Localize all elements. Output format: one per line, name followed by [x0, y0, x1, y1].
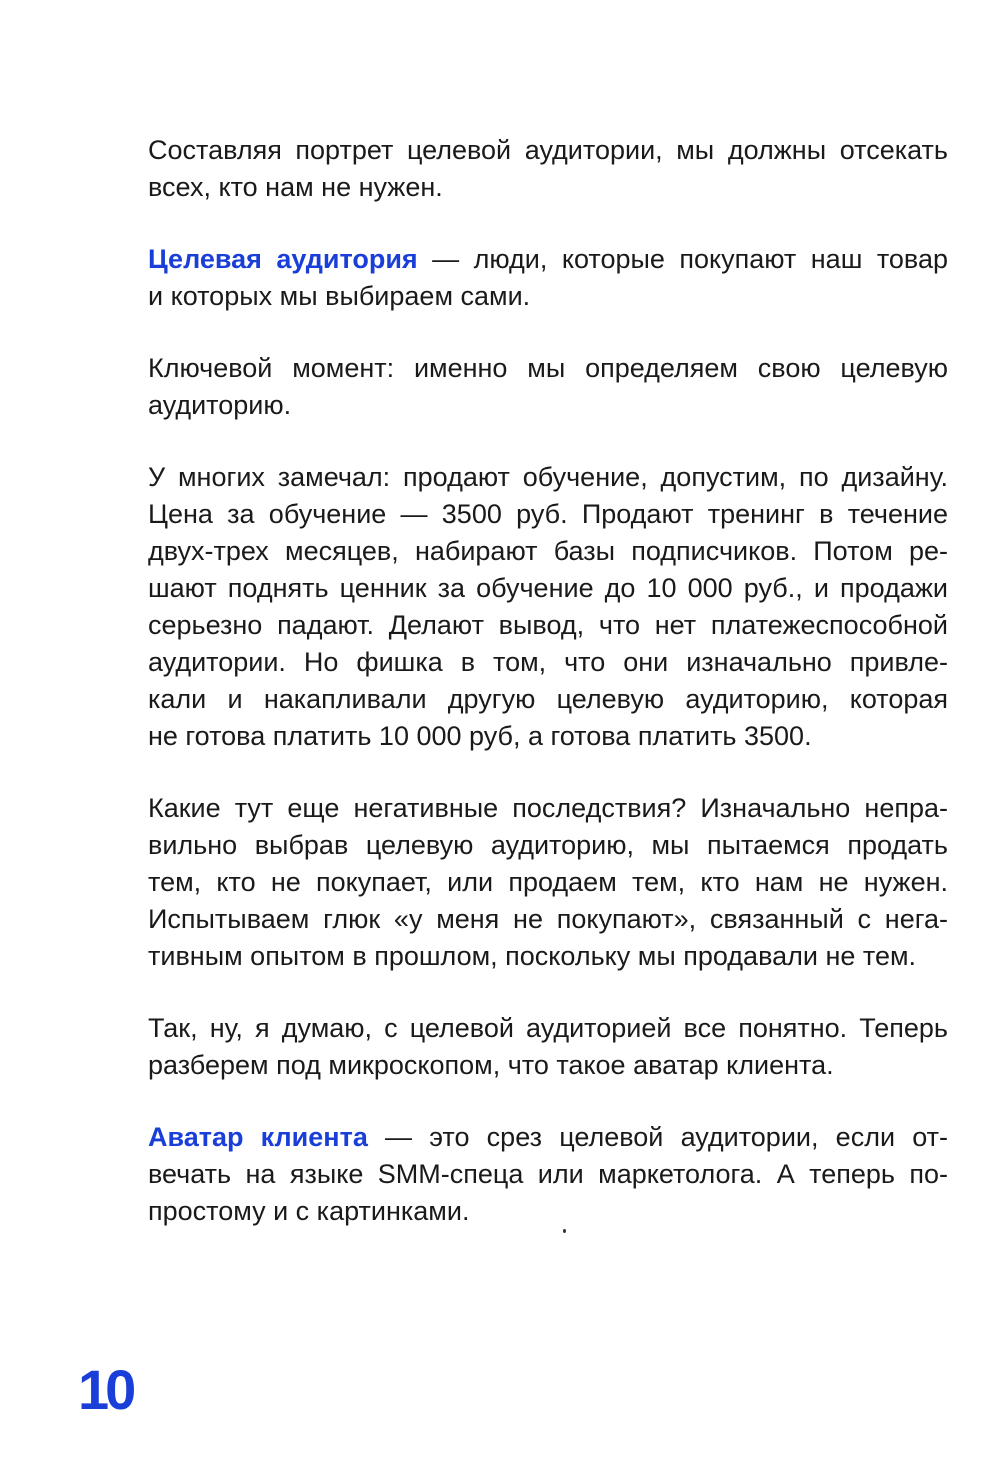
text-line: Цена за обучение — 3500 руб. Продают тренинг в течение — [148, 499, 948, 529]
text-line: вильно выбрав целевую аудиторию, мы пытаемся продать — [148, 830, 948, 860]
text-line: шают поднять ценник за обучение до 10 000 руб., и продажи — [148, 573, 948, 603]
paragraph-6 — [148, 1010, 948, 1084]
text-line: вечать на языке SMM-спеца или маркетолога. А теперь по- — [148, 1159, 948, 1189]
text-line: двух-трех месяцев, набирают базы подписчиков. Потом ре- — [148, 536, 948, 566]
text-line: Так, ну, я думаю, с целевой аудиторией все понятно. Теперь — [148, 1013, 948, 1043]
text-line: тивным опытом в прошлом, поскольку мы продавали не тем. — [148, 941, 917, 971]
paragraph-3 — [148, 350, 948, 424]
text-line-rest: — люди, которые покупают наш товар — [417, 244, 948, 274]
page-number: 10 — [78, 1358, 133, 1421]
text-line: аудиторию. — [148, 390, 292, 420]
text-line: Какие тут еще негативные последствия? Изначально непра- — [148, 793, 948, 823]
text-line — [148, 1119, 948, 1156]
text-line: У многих замечал: продают обучение, допустим, по дизайну. — [148, 462, 948, 492]
term-highlight: Аватар клиента — [148, 1122, 368, 1152]
paragraph-definition-target-audience — [148, 241, 948, 315]
text-line: серьезно падают. Делают вывод, что нет платежеспособной — [148, 610, 948, 640]
text-line: не готова платить 10 000 руб, а готова платить 3500. — [148, 721, 812, 751]
term-highlight: Целевая аудитория — [148, 244, 418, 274]
text-line: простому и с картинками. — [148, 1196, 470, 1226]
paragraph-definition-client-avatar — [148, 1119, 948, 1230]
print-speck — [563, 1229, 566, 1233]
paragraph-5 — [148, 790, 948, 975]
text-block — [148, 132, 948, 1265]
text-line: тем, кто не покупает, или продаем тем, кто нам не нужен. — [148, 867, 948, 897]
text-line: разберем под микроскопом, что такое аватар клиента. — [148, 1050, 834, 1080]
paragraph-1 — [148, 132, 948, 206]
text-line-rest: — это срез целевой аудитории, если от- — [367, 1122, 948, 1152]
text-line: всех, кто нам не нужен. — [148, 172, 443, 202]
text-line: Испытываем глюк «у меня не покупают», связанный с нега- — [148, 904, 948, 934]
text-line: и которых мы выбираем сами. — [148, 281, 531, 311]
text-line: Ключевой момент: именно мы определяем свою целевую — [148, 353, 948, 383]
text-line: Составляя портрет целевой аудитории, мы должны отсекать — [148, 135, 948, 165]
text-line: аудитории. Но фишка в том, что они изначально привле- — [148, 647, 948, 677]
paragraph-4 — [148, 459, 948, 755]
text-line: кали и накапливали другую целевую аудиторию, которая — [148, 684, 948, 714]
text-line — [148, 241, 948, 278]
